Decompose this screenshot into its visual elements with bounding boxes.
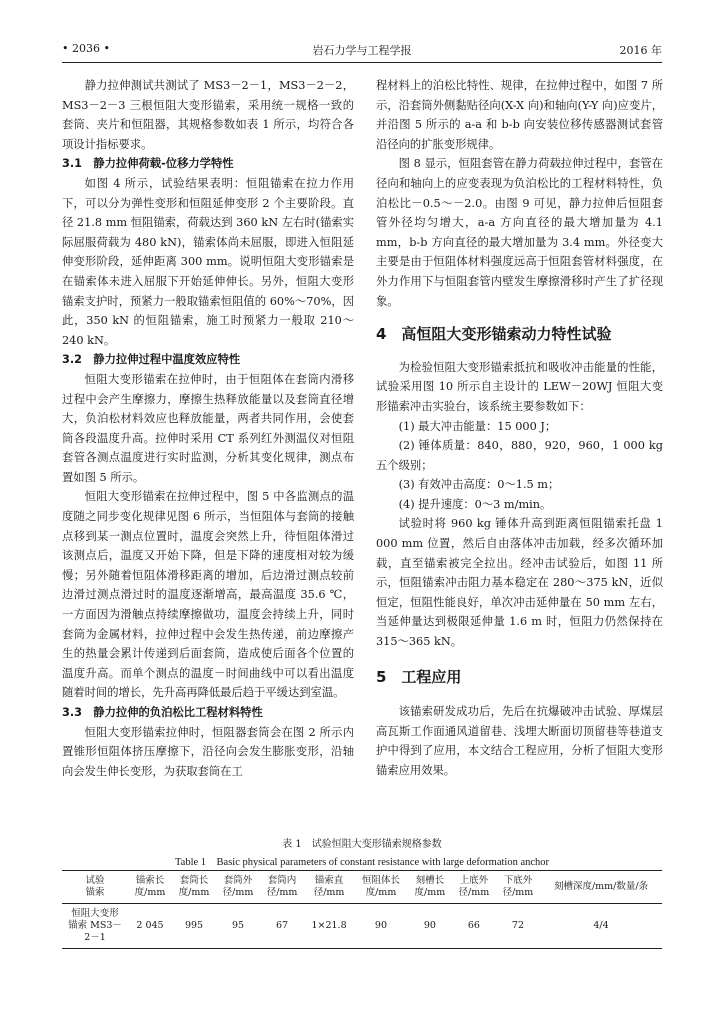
table-cell: 恒阻大变形 锚索 MS3－ 2－1 [62,904,128,949]
table-header-cell: 锚索直 径/mm [304,871,354,904]
table-header-row [62,871,662,904]
section-4-heading: 4 高恒阻大变形锚索动力特性试验 [376,325,612,344]
page-number: • 2036 • [62,42,110,55]
page-header [62,42,662,60]
section-3-3-paragraph: 恒阻大变形锚索拉伸时，恒阻器套筒会在图 2 所示内置锥形恒阻体挤压摩擦下，沿径向会发生膨胀变形，沿轴向会发生伸长变形，为获取套筒在工 [62,725,354,778]
parameter-item-4: (4) 提升速度：0～3 m/min。 [398,497,552,511]
figure-8-paragraph: 图 8 显示，恒阻套管在静力荷载拉伸过程中，套管在径向和轴向上的应变表现为负泊松比的工程材料特性，负泊松比－0.5～－2.0。由图 9 可见，静力拉伸后恒阻套管外径均匀增大，a-a 方向直径的最大增加量为 4.1 mm，b-b 方向直径的最大增加量为 3.4 mm。外径变大主要是由于恒阻体材料强度远高于恒阻套管材料强度，在外力作用下与恒阻套管内壁发生摩擦滑移时产生了扩径现象。 [376,157,663,308]
table-header-cell: 试验 锚索 [62,871,128,904]
parameter-item-2: (2) 锤体质量：840，880，920，960，1 000 kg 五个级别； [376,439,663,472]
table-cell: 90 [354,904,408,949]
section-3-2-paragraph-1: 恒阻大变形锚索在拉伸时，由于恒阻体在套筒内滑移过程中会产生摩擦力，摩擦生热释放能量以及套筒直径增大，负泊松材料效应也释放能量，两者共同作用，会使套筒各段温度升高。拉伸时采用 CT 系列红外测温仪对恒阻套管各测点温度进行实时监测，分析其变化规律，测点布置如图 5 所示。 [62,372,354,484]
table-header-cell: 锚索长 度/mm [128,871,172,904]
section-3-3-continued: 程材料上的泊松比特性、规律，在拉伸过程中，如图 7 所示，沿套筒外侧黏贴径向(X-X 向)和轴向(Y-Y 向)应变片，并沿图 5 所示的 a-a 和 b-b 向安装位移传感器测试套管沿径向的扩胀变形规律。 [376,79,663,151]
table-cell: 1×21.8 [304,904,354,949]
table-header-cell: 刻槽长 度/mm [408,871,452,904]
journal-title: 岩石力学与工程学报 [312,44,412,57]
subsection-3-2-heading: 3.2 静力拉伸过程中温度效应特性 [62,353,241,367]
table-cell: 66 [452,904,496,949]
table-header-cell: 上底外 径/mm [452,871,496,904]
left-column [62,76,354,781]
table-header-cell: 套筒外 径/mm [216,871,260,904]
intro-paragraph: 静力拉伸测试共测试了 MS3－2－1，MS3－2－2，MS3－2－3 三根恒阻大变形锚索，采用统一规格一致的套筒、夹片和恒阻器，其规格参数如表 1 所示，均符合各项设计指标要求。 [62,79,354,151]
table-header-cell: 套筒内 径/mm [260,871,304,904]
section-3-1-paragraph: 如图 4 所示，试验结果表明：恒阻锚索在拉力作用下，可以分为弹性变形和恒阻延伸变形 2 个主要阶段。直径 21.8 mm 恒阻锚索，荷载达到 360 kN 左右时(锚索实际屈服荷载为 480 kN)，锚索体尚未屈服，即进入恒阻延伸变形阶段，延伸距离 300 mm。说明恒阻大变形锚索是在锚索体未进入屈服下开始延伸伸长。另外，恒阻大变形锚索支护时，预紧力一般取锚索恒阻值的 60%～70%，因此，350 kN 的恒阻锚索，施工时预紧力一般取 210～240 kN。 [62,176,354,347]
table-caption-cn: 表 1 试验恒阻大变形锚索规格参数 [282,839,442,850]
section-5-heading: 5 工程应用 [376,667,462,686]
parameter-item-1: (1) 最大冲击能量：15 000 J； [398,419,557,433]
table-header-cell: 套筒长 度/mm [172,871,216,904]
table-cell: 67 [260,904,304,949]
table-header-cell: 刻槽深度/mm/数量/条 [540,871,662,904]
section-3-2-paragraph-2: 恒阻大变形锚索在拉伸过程中，图 5 中各监测点的温度随之同步变化规律见图 6 所示，当恒阻体与套筒的接触点移到某一测点位置时，温度会突然上升，待恒阻体滑过该测点后，温度又开始下降，但是下降的速度相对较为缓慢；另外随着恒阻体滑移距离的增加，后边滑过测点较前边滑过测点滑过时的温度逐渐增高，最高温度 35.6 ℃，一方面因为滑触点持续摩擦做功，温度会持续上升，同时套筒为金属材料，拉伸过程中会发生热传递，前边摩擦产生的热量会累计传递到后面套筒，造成使后面各个位置的温度升高。而单个测点的温度－时间曲线中可以看出温度随着时间的增长，先升高再降低最后趋于平缓达到室温。 [62,490,354,700]
table-cell: 995 [172,904,216,949]
table-header-cell: 下底外 径/mm [496,871,540,904]
table-cell: 2 045 [128,904,172,949]
table-cell: 72 [496,904,540,949]
header-rule [62,62,662,63]
parameters-table [62,870,662,949]
publication-year: 2016 年 [619,44,662,57]
parameter-item-3: (3) 有效冲击高度：0～1.5 m； [398,478,560,492]
subsection-3-3-heading: 3.3 静力拉伸的负泊松比工程材料特性 [62,706,263,719]
table-header-cell: 恒阻体长 度/mm [354,871,408,904]
right-column [376,76,663,781]
table-cell: 90 [408,904,452,949]
table-cell: 4/4 [540,904,662,949]
table-caption-en: Table 1 Basic physical parameters of constant resistance with large deformation anchor [174,857,550,868]
table-row [62,904,662,949]
table-cell: 95 [216,904,260,949]
subsection-3-1-heading: 3.1 静力拉伸荷载-位移力学特性 [62,157,234,171]
section-5-paragraph: 该锚索研发成功后，先后在抗爆破冲击试验、厚煤层高瓦斯工作面通风道留巷、浅埋大断面切顶留巷等巷道支护中得到了应用，本文结合工程应用，分析了恒阻大变形锚索应用效果。 [376,705,663,777]
section-4-paragraph-2: 试验时将 960 kg 锤体升高到距离恒阻锚索托盘 1 000 mm 位置，然后自由落体冲击加载，经多次循环加载，直至锚索被完全拉出。经冲击试验后，如图 11 所示，恒阻锚索冲击阻力基本稳定在 280～375 kN，近似恒定，恒阻性能良好，单次冲击延伸量在 50 mm 左右，当延伸量达到极限延伸量 1.6 m 时，恒阻力仍然保持在 315～365 kN。 [376,517,663,649]
section-4-paragraph: 为检验恒阻大变形锚索抵抗和吸收冲击能量的性能，试验采用图 10 所示自主设计的 LEW－20WJ 恒阻大变形锚索冲击实验台，该系统主要参数如下： [376,360,663,413]
